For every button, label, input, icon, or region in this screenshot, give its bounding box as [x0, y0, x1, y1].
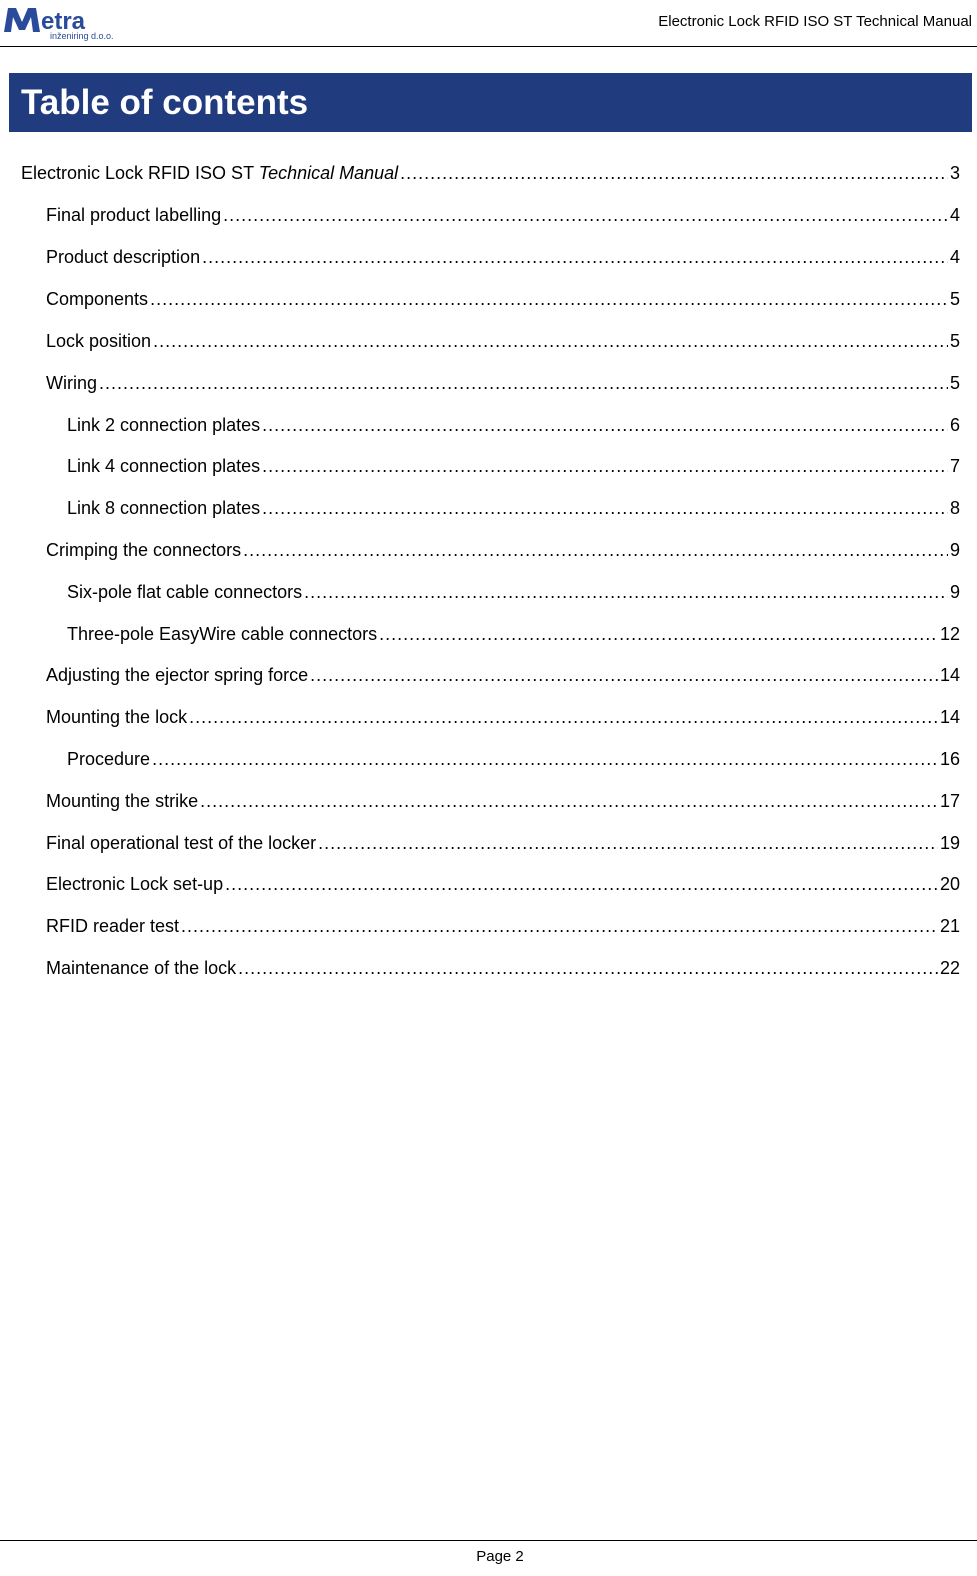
toc-entry[interactable]	[67, 580, 960, 604]
footer-divider	[0, 1540, 977, 1541]
toc-entry-page: 14	[939, 707, 960, 727]
toc-entry[interactable]	[46, 956, 960, 980]
toc-leader-dots	[200, 789, 938, 813]
toc-entry-label: Product description	[46, 247, 201, 267]
toc-entry-label: Lock position	[46, 331, 152, 351]
page-header	[0, 0, 977, 48]
toc-entry-page: 7	[949, 456, 960, 476]
document-title: Electronic Lock RFID ISO ST Technical Manual	[658, 13, 972, 30]
toc-leader-dots	[262, 413, 948, 437]
toc-entry-label: Final product labelling	[46, 205, 222, 225]
toc-leader-dots	[304, 580, 948, 604]
toc-entry-page: 4	[949, 205, 960, 225]
toc-entry-page: 17	[939, 791, 960, 811]
toc-entry-page: 16	[939, 749, 960, 769]
toc-entry-page: 19	[939, 833, 960, 853]
toc-leader-dots	[318, 831, 938, 855]
toc-entry-page: 6	[949, 415, 960, 435]
toc-entry-page: 4	[949, 247, 960, 267]
toc-leader-dots	[153, 329, 948, 353]
toc-entry-page: 5	[949, 373, 960, 393]
svg-text:etra: etra	[41, 8, 86, 35]
toc-entry[interactable]	[46, 245, 960, 269]
toc-entry-page: 12	[939, 624, 960, 644]
toc-entry-label: Adjusting the ejector spring force	[46, 665, 309, 685]
toc-entry[interactable]	[67, 622, 960, 646]
header-divider	[0, 46, 977, 47]
toc-entry-page: 20	[939, 874, 960, 894]
toc-entry[interactable]	[46, 329, 960, 353]
toc-entry-label: Link 8 connection plates	[67, 498, 261, 518]
toc-leader-dots	[152, 747, 938, 771]
toc-entry[interactable]	[46, 287, 960, 311]
toc-leader-dots	[150, 287, 948, 311]
toc-entry-label: Electronic Lock set-up	[46, 874, 224, 894]
toc-entry-label: Three-pole EasyWire cable connectors	[67, 624, 378, 644]
toc-leader-dots	[310, 663, 938, 687]
toc-leader-dots	[243, 538, 948, 562]
toc-entry[interactable]	[67, 454, 960, 478]
toc-entry[interactable]	[46, 872, 960, 896]
toc-leader-dots	[379, 622, 938, 646]
toc-entry-label: Mounting the lock	[46, 707, 188, 727]
toc-entry[interactable]	[46, 831, 960, 855]
toc-leader-dots	[400, 161, 948, 185]
toc-leader-dots	[223, 203, 948, 227]
toc-entry[interactable]	[46, 538, 960, 562]
toc-entry[interactable]	[67, 747, 960, 771]
toc-entry[interactable]	[46, 663, 960, 687]
toc-entry-label: Final operational test of the locker	[46, 833, 317, 853]
toc-entry-page: 21	[939, 916, 960, 936]
toc-leader-dots	[189, 705, 938, 729]
toc-leader-dots	[202, 245, 948, 269]
toc-entry-label: Mounting the strike	[46, 791, 199, 811]
toc-leader-dots	[99, 371, 948, 395]
toc-leader-dots	[225, 872, 938, 896]
toc-leader-dots	[238, 956, 938, 980]
toc-heading-banner	[9, 73, 972, 132]
toc-title: Table of contents	[21, 83, 309, 122]
toc-entry-label: Six-pole flat cable connectors	[67, 582, 303, 602]
toc-entry-page: 9	[949, 582, 960, 602]
toc-entry-label: Procedure	[67, 749, 151, 769]
toc-entry-label: Link 4 connection plates	[67, 456, 261, 476]
toc-entry-label: Components	[46, 289, 149, 309]
toc-entry[interactable]	[46, 789, 960, 813]
toc-entry-label: Maintenance of the lock	[46, 958, 237, 978]
toc-entry-label: Wiring	[46, 373, 98, 393]
toc-entry[interactable]	[67, 413, 960, 437]
toc-entry-page: 14	[939, 665, 960, 685]
toc-entry[interactable]	[21, 161, 960, 185]
toc-entry[interactable]	[46, 203, 960, 227]
toc-leader-dots	[262, 496, 948, 520]
toc-entry-page: 3	[949, 163, 960, 183]
toc-entry[interactable]	[46, 371, 960, 395]
toc-entry-page: 8	[949, 498, 960, 518]
toc-entry[interactable]	[67, 496, 960, 520]
toc-entry-page: 22	[939, 958, 960, 978]
metra-logo	[2, 2, 126, 42]
toc-entry-page: 9	[949, 540, 960, 560]
toc-entry-label: Crimping the connectors	[46, 540, 242, 560]
toc-leader-dots	[181, 914, 938, 938]
toc-entry[interactable]	[46, 914, 960, 938]
toc-entry[interactable]	[46, 705, 960, 729]
toc-entry-label: Electronic Lock RFID ISO ST Technical Manual	[21, 163, 399, 183]
toc-entry-label: RFID reader test	[46, 916, 180, 936]
toc-entry-label: Link 2 connection plates	[67, 415, 261, 435]
page-number: Page 2	[476, 1548, 524, 1565]
toc-entry-page: 5	[949, 331, 960, 351]
toc-leader-dots	[262, 454, 948, 478]
logo-subtext: inženiring d.o.o.	[50, 31, 114, 41]
toc-entry-page: 5	[949, 289, 960, 309]
